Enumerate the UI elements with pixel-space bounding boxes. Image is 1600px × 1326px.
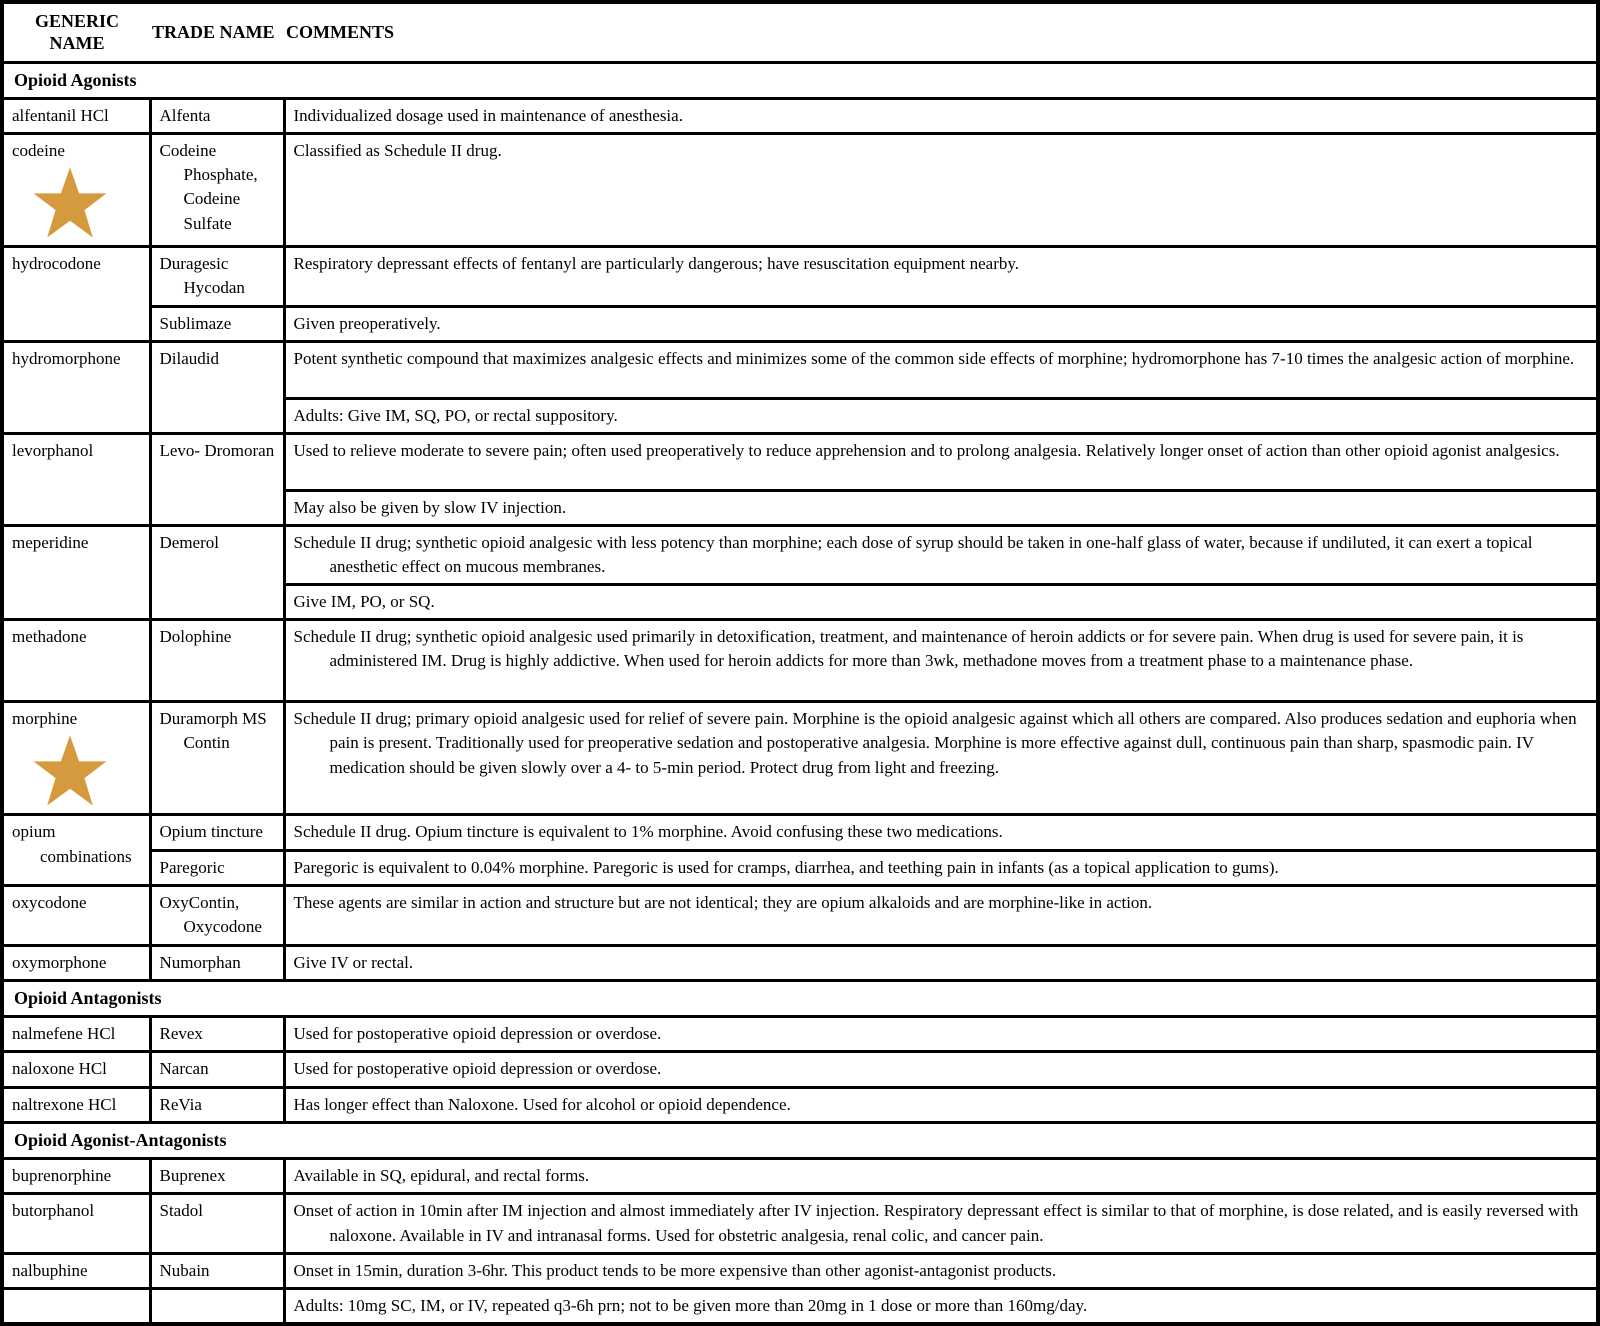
trade-name-cell <box>150 1194 284 1253</box>
trade-name: Demerol <box>159 532 219 552</box>
trade-name-cell <box>150 702 284 815</box>
section-row-opioid-antagonists <box>2 980 1598 1017</box>
trade-name-cell <box>150 247 284 306</box>
comment-text: Used to relieve moderate to severe pain; often used preoperatively to reduce apprehension and to prolong analgesia. Relatively longer onset of action than other opioid agonist analgesics. <box>293 440 1560 460</box>
comment-cell <box>284 1052 1598 1087</box>
comment-text: Paregoric is equivalent to 0.04% morphine. Paregoric is used for cramps, diarrhea, and teething pain in infants (as a topical application to gums). <box>293 857 1279 877</box>
generic-name: nalbuphine <box>12 1260 88 1280</box>
comment-cell <box>284 433 1598 490</box>
comment-cell <box>284 1253 1598 1288</box>
generic-name: butorphanol <box>12 1201 95 1221</box>
trade-name: Codeine Phosphate, Codeine Sulfate <box>159 141 258 233</box>
generic-name-cell <box>2 815 150 885</box>
comment-cell <box>284 585 1598 620</box>
trade-name: Numorphan <box>159 952 241 972</box>
comment-text: Adults: 10mg SC, IM, or IV, repeated q3-6h prn; not to be given more than 20mg in 1 dose or more than 160mg/day. <box>293 1295 1088 1315</box>
comment-text: Has longer effect than Naloxone. Used for alcohol or opioid dependence. <box>293 1094 791 1114</box>
trade-name: Dolophine <box>159 627 232 647</box>
comment-cell <box>284 525 1598 584</box>
table-row <box>2 433 1598 490</box>
table-row <box>2 1288 1598 1324</box>
trade-name: Narcan <box>159 1059 209 1079</box>
comment-cell <box>284 945 1598 980</box>
table-row <box>2 1087 1598 1122</box>
comment-text: Onset of action in 10min after IM injection and almost immediately after IV injection. Respiratory depressant effect is similar to that of morphine, is dose related, and is easily reversed with naloxone. Available in IV and intranasal forms. Used for obstetric analgesia, renal colic, and cancer pain. <box>293 1201 1579 1245</box>
comment-text: Schedule II drug; primary opioid analgesic used for relief of severe pain. Morphine is the opioid analgesic against which all others are compared. Also produces sedation and euphoria when pain is present. Traditionally used for preoperative sedation and postoperative analgesia. Morphine is more effective against dull, continuous pain than sharp, spasmodic pain. IV medication should be given slowly over a 4- to 5-min period. Protect drug from light and freezing. <box>293 709 1577 777</box>
table-row <box>2 1017 1598 1052</box>
comment-cell <box>284 134 1598 247</box>
generic-name: meperidine <box>12 532 89 552</box>
table-row <box>2 815 1598 850</box>
star-icon <box>32 735 108 809</box>
table-row <box>2 945 1598 980</box>
generic-name: methadone <box>12 627 87 647</box>
trade-name: Stadol <box>159 1201 203 1221</box>
generic-name: alfentanil HCl <box>12 106 109 126</box>
generic-name: morphine <box>12 709 78 729</box>
trade-name: OxyContin, Oxycodone <box>159 892 262 936</box>
comment-cell <box>284 341 1598 398</box>
column-header-trade-name: TRADE NAME <box>150 2 284 62</box>
trade-name: Alfenta <box>159 106 211 126</box>
generic-name-cell <box>2 1194 150 1253</box>
generic-name-cell <box>2 1017 150 1052</box>
trade-name: Opium tincture <box>159 822 263 842</box>
table-row <box>2 1253 1598 1288</box>
generic-name-cell <box>2 885 150 945</box>
comment-text: These agents are similar in action and structure but are not identical; they are opium alkaloids and are morphine-like in action. <box>293 892 1153 912</box>
comment-cell <box>284 702 1598 815</box>
trade-name-cell <box>150 945 284 980</box>
generic-name-cell <box>2 1288 150 1324</box>
table-row <box>2 1052 1598 1087</box>
trade-name-cell <box>150 1087 284 1122</box>
trade-name-cell <box>150 134 284 247</box>
trade-name: Sublimaze <box>159 313 232 333</box>
generic-name-cell <box>2 1052 150 1087</box>
trade-name-cell <box>150 620 284 702</box>
comment-text: Classified as Schedule II drug. <box>293 141 502 161</box>
comment-cell <box>284 1288 1598 1324</box>
trade-name-cell <box>150 1017 284 1052</box>
section-title: Opioid Agonists <box>2 62 1598 99</box>
table-row <box>2 99 1598 134</box>
comment-text: May also be given by slow IV injection. <box>293 497 567 517</box>
trade-name-cell <box>150 815 284 850</box>
table-row <box>2 1194 1598 1253</box>
trade-name-cell <box>150 1052 284 1087</box>
generic-name-cell <box>2 702 150 815</box>
generic-name: oxymorphone <box>12 952 107 972</box>
comment-cell <box>284 99 1598 134</box>
generic-name-cell <box>2 945 150 980</box>
table-header-row <box>2 2 1598 62</box>
trade-name: Paregoric <box>159 857 225 877</box>
comment-cell <box>284 490 1598 525</box>
comment-text: Individualized dosage used in maintenance of anesthesia. <box>293 106 683 126</box>
trade-name-cell <box>150 885 284 945</box>
generic-name: oxycodone <box>12 892 87 912</box>
generic-name-cell <box>2 99 150 134</box>
section-row-opioid-agonists <box>2 62 1598 99</box>
comment-text: Give IM, PO, or SQ. <box>293 592 435 612</box>
section-row-opioid-agonist-antagonists <box>2 1122 1598 1159</box>
trade-name-cell <box>150 341 284 433</box>
comment-cell <box>284 850 1598 885</box>
table-row <box>2 525 1598 584</box>
trade-name: Duragesic Hycodan <box>159 254 245 298</box>
generic-name: hydromorphone <box>12 348 121 368</box>
section-title: Opioid Antagonists <box>2 980 1598 1017</box>
table-row <box>2 702 1598 815</box>
comment-text: Available in SQ, epidural, and rectal forms. <box>293 1166 590 1186</box>
trade-name: ReVia <box>159 1094 202 1114</box>
comment-text: Schedule II drug; synthetic opioid analgesic with less potency than morphine; each dose of syrup should be taken in one-half glass of water, because if undiluted, it can exert a topical anesthetic effect on mucous membranes. <box>293 532 1533 577</box>
trade-name: Dilaudid <box>159 348 219 368</box>
table-row <box>2 1159 1598 1194</box>
generic-name-cell <box>2 1253 150 1288</box>
comment-text: Used for postoperative opioid depression or overdose. <box>293 1024 662 1044</box>
comment-cell <box>284 247 1598 306</box>
comment-cell <box>284 1194 1598 1253</box>
trade-name-cell <box>150 99 284 134</box>
comment-text: Give IV or rectal. <box>293 952 414 972</box>
generic-name-cell <box>2 525 150 619</box>
trade-name: Buprenex <box>159 1166 226 1186</box>
trade-name-cell <box>150 1288 284 1324</box>
trade-name: Duramorph MS Contin <box>159 709 267 753</box>
trade-name: Revex <box>159 1024 203 1044</box>
table-row <box>2 134 1598 247</box>
generic-name-cell <box>2 247 150 341</box>
table-row <box>2 247 1598 306</box>
comment-cell <box>284 306 1598 341</box>
comment-cell <box>284 1087 1598 1122</box>
trade-name: Nubain <box>159 1260 210 1280</box>
comment-text: Used for postoperative opioid depression or overdose. <box>293 1059 662 1079</box>
generic-name: nalmefene HCl <box>12 1024 116 1044</box>
table-row <box>2 620 1598 702</box>
generic-name: naloxone HCl <box>12 1059 107 1079</box>
table-row <box>2 885 1598 945</box>
table-subrow <box>2 850 1598 885</box>
generic-name: opium combinations <box>12 822 132 866</box>
generic-name: codeine <box>12 141 65 161</box>
generic-name-cell <box>2 134 150 247</box>
table-subrow <box>2 306 1598 341</box>
trade-name-cell <box>150 850 284 885</box>
trade-name: Levo- Dromoran <box>159 440 275 460</box>
comment-cell <box>284 1159 1598 1194</box>
comment-text: Respiratory depressant effects of fentanyl are particularly dangerous; have resuscitation equipment nearby. <box>293 254 1020 274</box>
star-icon <box>32 167 108 241</box>
generic-name-cell <box>2 1087 150 1122</box>
comment-text: Onset in 15min, duration 3-6hr. This product tends to be more expensive than other agonist-antagonist products. <box>293 1260 1057 1280</box>
generic-name: naltrexone HCl <box>12 1094 117 1114</box>
trade-name-cell <box>150 433 284 525</box>
generic-name-cell <box>2 341 150 433</box>
trade-name-cell <box>150 1253 284 1288</box>
generic-name: hydrocodone <box>12 254 101 274</box>
comment-text: Potent synthetic compound that maximizes analgesic effects and minimizes some of the common side effects of morphine; hydromorphone has 7-10 times the analgesic action of morphine. <box>293 348 1575 368</box>
trade-name-cell <box>150 306 284 341</box>
generic-name-cell <box>2 620 150 702</box>
comment-text: Schedule II drug; synthetic opioid analgesic used primarily in detoxification, treatment, and maintenance of heroin addicts or for severe pain. When drug is used for severe pain, it is administered IM. Drug is highly addictive. When used for heroin addicts for more than 3wk, methadone moves from a treatment phase to a maintenance phase. <box>293 627 1524 671</box>
comment-cell <box>284 885 1598 945</box>
column-header-comments: COMMENTS <box>284 2 1598 62</box>
comment-cell <box>284 815 1598 850</box>
comment-text: Schedule II drug. Opium tincture is equivalent to 1% morphine. Avoid confusing these two medications. <box>293 822 1003 842</box>
comment-cell <box>284 398 1598 433</box>
section-title: Opioid Agonist-Antagonists <box>2 1122 1598 1159</box>
comment-text: Adults: Give IM, SQ, PO, or rectal suppository. <box>293 405 618 425</box>
generic-name-cell <box>2 1159 150 1194</box>
comment-cell <box>284 620 1598 702</box>
table-row <box>2 341 1598 398</box>
generic-name-cell <box>2 433 150 525</box>
trade-name-cell <box>150 1159 284 1194</box>
comment-text: Given preoperatively. <box>293 313 441 333</box>
generic-name: levorphanol <box>12 440 94 460</box>
column-header-generic-name: GENERIC NAME <box>2 2 150 62</box>
trade-name-cell <box>150 525 284 619</box>
comment-cell <box>284 1017 1598 1052</box>
generic-name: buprenorphine <box>12 1166 112 1186</box>
